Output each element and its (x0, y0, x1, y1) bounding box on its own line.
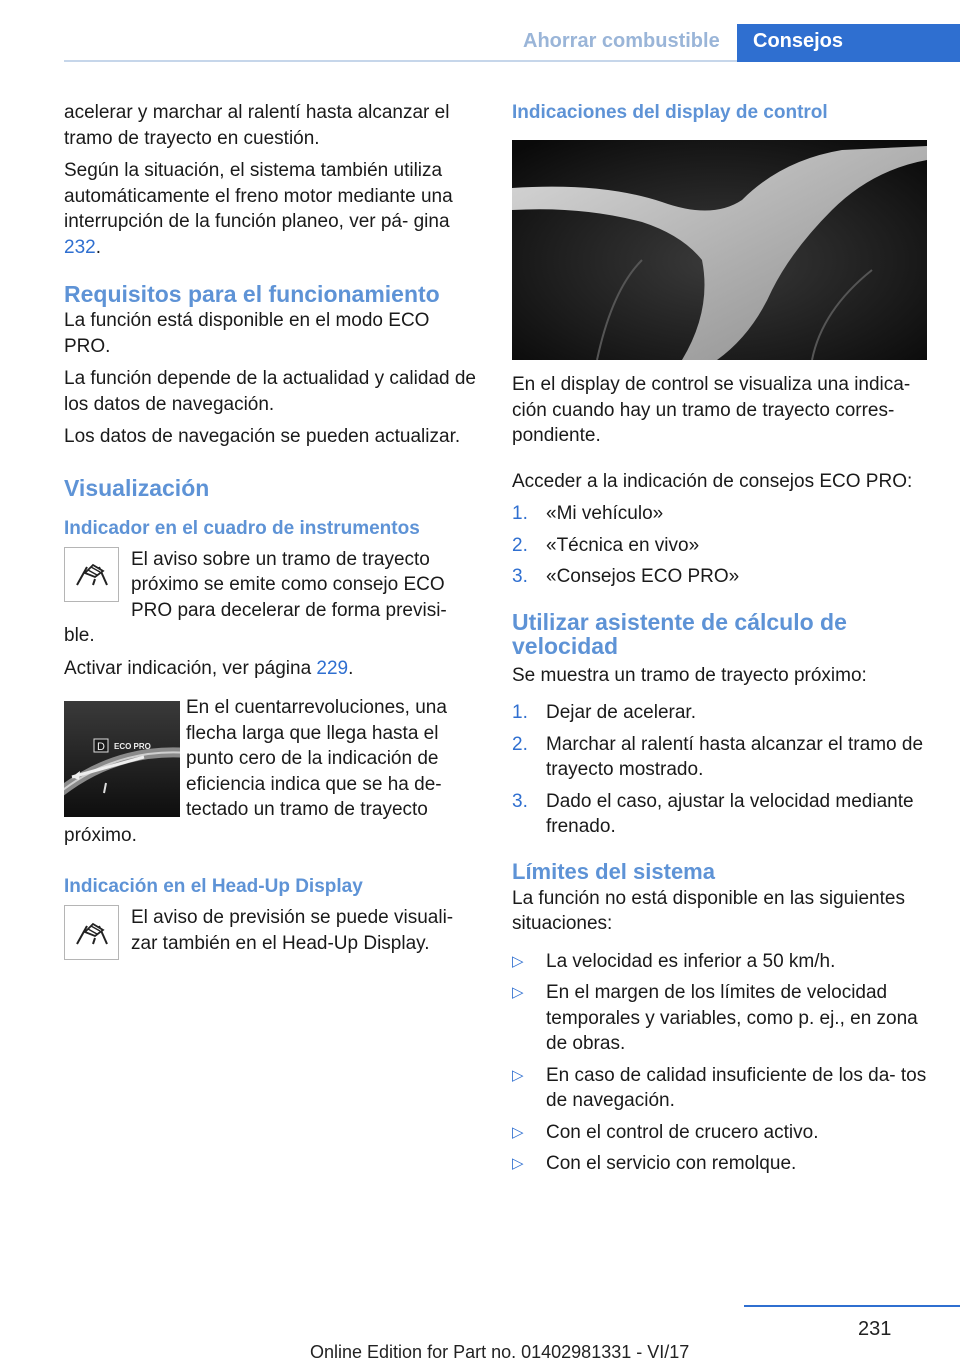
paragraph: El aviso sobre un tramo de trayecto próximo se emite como consejo ECO PRO para decelerar de forma previsi‐ ble. (64, 548, 447, 646)
list-item: 3. Dado el caso, ajustar la velocidad mediante frenado. (512, 790, 914, 837)
paragraph: Según la situación, el sistema también utiliza automáticamente el freno motor mediante una interrupción de la función planeo, ver pá‐ gina 232. (64, 160, 453, 258)
paragraph: acelerar y marchar al ralentí hasta alcanzar el tramo de trayecto en cuestión. (64, 102, 450, 149)
paragraph: El aviso de previsión se puede visuali‐ zar también en el Head-Up Display. (131, 907, 454, 954)
road-section-icon (64, 905, 119, 960)
control-display-image (512, 140, 927, 360)
list-item: 3. «Consejos ECO PRO» (512, 566, 740, 587)
eco-pro-label: ECO PRO (114, 742, 151, 751)
bullet-triangle-icon: ▷ (512, 1155, 524, 1172)
left-column (64, 100, 479, 964)
list-item: 1. «Mi vehículo» (512, 503, 664, 524)
paragraph: La función depende de la actualidad y calidad de los datos de navegación. (64, 368, 476, 415)
heading-control-display: Indicaciones del display de control (512, 102, 828, 123)
list-item: ▷ Con el servicio con remolque. (512, 1151, 932, 1177)
heading-requirements: Requisitos para el funcionamiento (64, 281, 440, 307)
bullet-triangle-icon: ▷ (512, 952, 524, 970)
list-item: ▷ Con el control de crucero activo. (512, 1120, 932, 1146)
edition-footer: Online Edition for Part no. 01402981331 - VI/17 (310, 1342, 690, 1362)
paragraph: En el cuentarrevoluciones, una flecha larga que llega hasta el punto cero de la indicación de eficiencia indica que se ha de‐ tectado un tramo de trayecto próximo. (64, 697, 447, 846)
heading-speed-assistant: Utilizar asistente de cálculo de velocidad (512, 608, 847, 659)
heading-hud: Indicación en el Head-Up Display (64, 876, 363, 897)
page-link[interactable]: 232 (64, 236, 96, 258)
bullet-triangle-icon: ▷ (512, 1123, 524, 1141)
gear-indicator: D (97, 741, 105, 753)
footer-rule (744, 1305, 960, 1307)
limits-list (512, 949, 932, 1177)
list-item: 1. Dejar de acelerar. (512, 702, 696, 723)
road-section-icon (64, 547, 119, 602)
paragraph: La función está disponible en el modo ECO PRO. (64, 310, 430, 357)
page-link[interactable]: 229 (316, 657, 349, 679)
list-item: 2. Marchar al ralentí hasta alcanzar el tramo de trayecto mostrado. (512, 733, 924, 780)
paragraph: Los datos de navegación se pueden actualizar. (64, 426, 461, 447)
util-steps (512, 700, 932, 840)
paragraph: Se muestra un tramo de trayecto próximo: (512, 664, 867, 686)
paragraph: Acceder a la indicación de consejos ECO PRO: (512, 470, 913, 492)
page-number: 231 (858, 1318, 892, 1340)
list-item: ▷ En caso de calidad insuficiente de los da‐ tos de navegación. (512, 1064, 927, 1111)
paragraph: Activar indicación, ver página 229. (64, 657, 354, 679)
list-item: ▷ La velocidad es inferior a 50 km/h. (512, 949, 932, 975)
heading-instrument-cluster: Indicador en el cuadro de instrumentos (64, 517, 420, 539)
header-section[interactable]: Ahorrar combustible (523, 30, 720, 52)
rev-counter-image (64, 701, 180, 817)
header-tab-active[interactable]: Consejos (737, 24, 960, 62)
right-column (512, 100, 932, 1177)
heading-system-limits: Límites del sistema (512, 858, 715, 884)
access-steps (512, 501, 932, 590)
bullet-triangle-icon: ▷ (512, 984, 524, 1001)
bullet-triangle-icon: ▷ (512, 1066, 524, 1084)
paragraph: En el display de control se visualiza una indica‐ ción cuando hay un tramo de trayecto corres‐ pondiente. (512, 374, 911, 446)
list-item: 2. «Técnica en vivo» (512, 534, 700, 556)
list-item: ▷ En el margen de los límites de velocidad temporales y variables, como p. ej., en zona de obras. (512, 982, 918, 1054)
heading-visualization: Visualización (64, 474, 210, 501)
paragraph: La función no está disponible en las siguientes situaciones: (512, 887, 905, 934)
